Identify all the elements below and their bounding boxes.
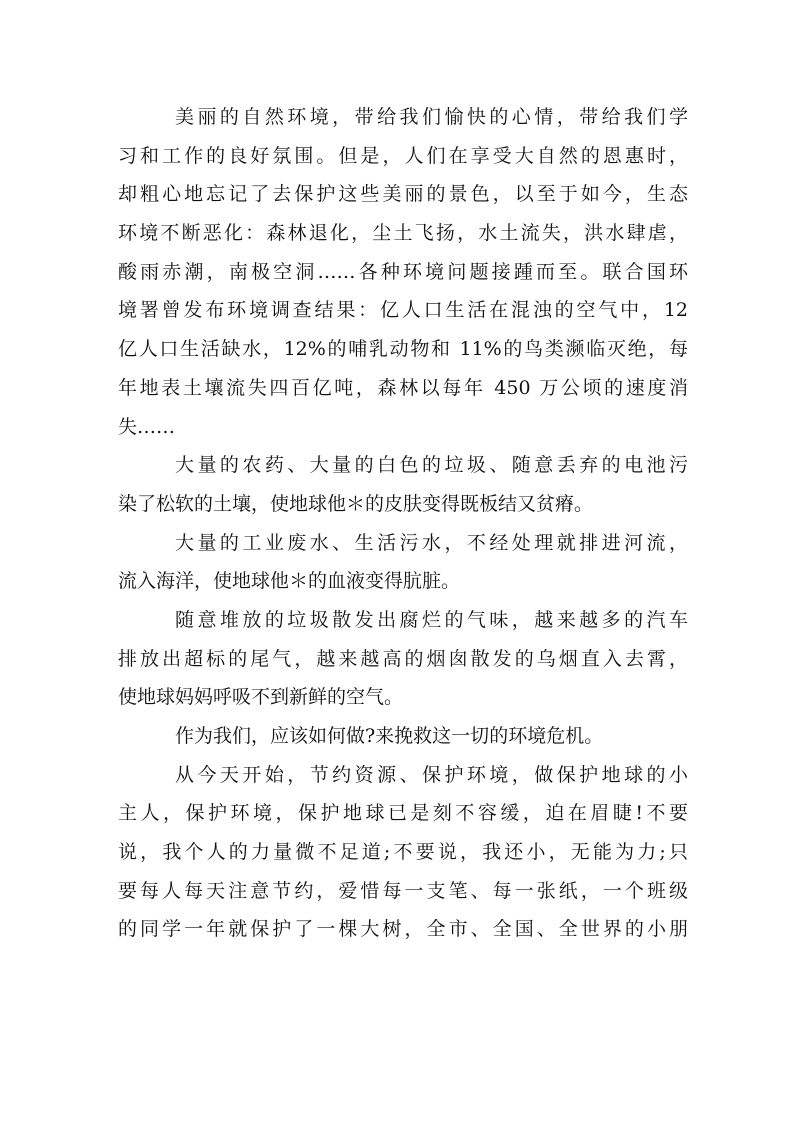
paragraph-line: 作为我们，应该如何做?来挽救这一切的环境危机。 xyxy=(175,725,604,747)
paragraph-line: 随意堆放的垃圾散发出腐烂的气味，越来越多的汽车 xyxy=(175,608,688,631)
paragraph-line: 环境不断恶化：森林退化，尘土飞扬，水土流失，洪水肆虐， xyxy=(118,222,688,245)
paragraph-line: 酸雨赤潮，南极空洞……各种环境问题接踵而至。联合国环 xyxy=(118,260,688,283)
paragraph-2 xyxy=(118,446,688,523)
paragraph-line: 使地球妈妈呼吸不到新鲜的空气。 xyxy=(118,686,404,709)
paragraph-line: 要每人每天注意节约，爱惜每一支笔、每一张纸，一个班级 xyxy=(118,879,688,902)
paragraph-3 xyxy=(118,524,688,601)
document-body xyxy=(118,98,688,949)
paragraph-line: 亿人口生活缺水，12%的哺乳动物和 11%的鸟类濒临灭绝，每 xyxy=(118,338,688,361)
paragraph-1 xyxy=(118,98,688,446)
paragraph-line: 的同学一年就保护了一棵大树，全市、全国、全世界的小朋 xyxy=(118,918,688,941)
paragraph-line: 失…… xyxy=(118,415,176,438)
paragraph-line: 美丽的自然环境，带给我们愉快的心情，带给我们学 xyxy=(175,106,688,128)
paragraph-line: 习和工作的良好氛围。但是，人们在享受大自然的恩惠时， xyxy=(118,144,688,167)
paragraph-line: 却粗心地忘记了去保护这些美丽的景色，以至于如今，生态 xyxy=(118,183,688,206)
paragraph-line: 从今天开始，节约资源、保护环境，做保护地球的小 xyxy=(175,763,688,786)
paragraph-5 xyxy=(118,717,688,756)
paragraph-4 xyxy=(118,601,688,717)
paragraph-line: 大量的工业废水、生活污水，不经处理就排进河流， xyxy=(175,531,688,554)
paragraph-line: 大量的农药、大量的白色的垃圾、随意丢弃的电池污 xyxy=(175,454,688,477)
paragraph-line: 主人，保护环境，保护地球已是刻不容缓，迫在眉睫!不要 xyxy=(118,802,688,825)
paragraph-line: 境署曾发布环境调查结果：亿人口生活在混浊的空气中，12 xyxy=(118,299,688,322)
paragraph-line: 年地表土壤流失四百亿吨，森林以每年 450 万公顷的速度消 xyxy=(118,376,688,399)
paragraph-line: 染了松软的土壤，使地球他＊的皮肤变得既板结又贫瘠。 xyxy=(118,492,594,515)
paragraph-line: 说，我个人的力量微不足道;不要说，我还小，无能为力;只 xyxy=(118,841,688,864)
paragraph-line: 流入海洋，使地球他＊的血液变得肮脏。 xyxy=(118,570,461,593)
paragraph-6 xyxy=(118,756,688,949)
paragraph-line: 排放出超标的尾气，越来越高的烟囱散发的乌烟直入去霄， xyxy=(118,647,688,670)
